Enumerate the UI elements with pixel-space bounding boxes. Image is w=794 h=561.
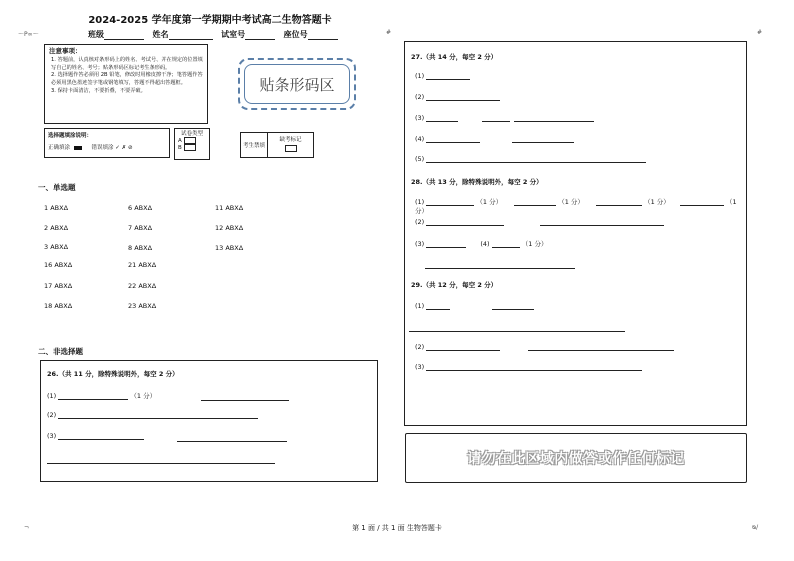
filled-mark-icon — [74, 146, 82, 150]
seat-label: 座位号 — [283, 30, 308, 39]
paper-type-a-label: A — [178, 138, 182, 144]
student-info-row — [88, 29, 344, 40]
mcq-item[interactable]: 2 ABXΔ — [44, 224, 69, 232]
q26-line-1: (1) （1 分） — [47, 392, 157, 400]
q27-line-2: (2) — [415, 93, 500, 101]
answer-line[interactable] — [177, 432, 287, 442]
q29-heading: 29.（共 12 分，每空 2 分） — [411, 281, 498, 289]
q27-heading: 27.（共 14 分，每空 2 分） — [411, 53, 498, 61]
corner-mark-bottom-left: ¬ — [24, 524, 30, 531]
q26-line-3: (3) — [47, 432, 144, 440]
paper-type-box — [174, 128, 210, 160]
room-label: 试室号 — [221, 30, 246, 39]
correct-fill-label: 正确填涂 — [48, 145, 71, 151]
answer-line[interactable] — [425, 260, 575, 269]
q27-line-5: (5) — [415, 155, 646, 163]
mcq-item[interactable]: 16 ABXΔ — [44, 261, 73, 269]
mcq-item[interactable]: 8 ABXΔ — [128, 244, 153, 252]
answer-line[interactable] — [409, 323, 625, 332]
page-footer: 第 1 面 / 共 1 面 生物答题卡 — [352, 524, 442, 532]
q27-line-4: (4) — [415, 135, 574, 143]
absent-bubble[interactable] — [285, 145, 297, 152]
mcq-item[interactable]: 11 ABXΔ — [215, 204, 244, 212]
notice-heading: 注意事项： — [49, 47, 82, 55]
mcq-item[interactable]: 17 ABXΔ — [44, 282, 73, 290]
q27-line-1: (1) — [415, 72, 470, 80]
paper-type-a-bubble[interactable] — [184, 137, 196, 144]
class-label: 班级 — [88, 30, 104, 39]
answer-box-q27-29[interactable] — [404, 41, 747, 426]
paper-type-heading: 试卷类型 — [180, 131, 203, 137]
barcode-area — [238, 58, 356, 110]
mcq-item[interactable]: 22 ABXΔ — [128, 282, 157, 290]
absent-col1: 考生禁填 — [241, 133, 268, 157]
q26-heading: 26.（共 11 分，除特殊说明外，每空 2 分） — [47, 370, 179, 378]
wrong-fill-label: 错误填涂 — [91, 145, 114, 151]
mcq-item[interactable]: 3 ABXΔ — [44, 243, 69, 249]
absent-box — [240, 132, 314, 158]
q29-line-3: (3) — [415, 363, 642, 371]
paper-type-b-label: B — [178, 145, 182, 151]
q28-line-2: (2) — [415, 218, 664, 226]
barcode-label: 贴条形码区 — [244, 64, 350, 104]
section-2-heading: 二、非选择题 — [38, 347, 83, 356]
mcq-item[interactable]: 12 ABXΔ — [215, 224, 244, 232]
class-field[interactable] — [104, 31, 144, 40]
corner-mark-top-mid: # — [386, 29, 392, 36]
answer-line[interactable] — [201, 391, 289, 401]
section-1-heading: 一、单选题 — [38, 183, 76, 192]
no-answer-warning: 请勿在此区域内做答或作任何标记 — [467, 451, 685, 467]
q28-line-3: (3) (4) （1 分） — [415, 240, 548, 248]
q29-line-1: (1) — [415, 302, 534, 310]
notice-item: 3. 保持卡面清洁，不要折叠，不要弄破。 — [51, 87, 146, 94]
seat-field[interactable] — [308, 31, 338, 40]
q28-heading: 28.（共 13 分，除特殊说明外，每空 2 分） — [411, 178, 543, 186]
name-label: 姓名 — [152, 30, 169, 39]
room-field[interactable] — [245, 31, 275, 40]
answer-box-q26[interactable] — [40, 360, 378, 482]
mcq-item[interactable]: 6 ABXΔ — [128, 204, 153, 212]
notice-item: 2. 选择题作答必须用 2B 铅笔，修改时用橡皮擦干净；笔答题作答必须用黑色墨迹签字笔或钢笔填写，答题不得超出答题框。 — [51, 72, 203, 87]
mcq-item[interactable]: 23 ABXΔ — [128, 302, 157, 310]
mcq-item[interactable]: 21 ABXΔ — [128, 261, 157, 269]
mcq-item[interactable]: 1 ABXΔ — [44, 204, 69, 212]
notice-box — [44, 44, 208, 124]
q29-line-2: (2) — [415, 343, 674, 351]
q27-line-3: (3) — [415, 114, 594, 122]
sheet-title: 2024-2025 学年度第一学期期中考试高二生物答题卡 — [88, 15, 332, 26]
wrong-marks: ✓ ✗ ⊘ — [115, 145, 133, 151]
mcq-item[interactable]: 18 ABXΔ — [44, 302, 73, 310]
q26-line-2: (2) — [47, 411, 258, 419]
absent-col2: 缺考标记 — [279, 137, 302, 143]
corner-mark-top-right: # — [757, 29, 763, 36]
fill-heading: 选择题填涂说明： — [48, 133, 93, 139]
fill-instructions — [44, 128, 170, 158]
notice-item: 1. 答题前，认真核对条形码上的姓名、考试号、并在规定的位置填写自己的姓名、考号；贴条形码区标记考生条形码。 — [51, 57, 203, 71]
mcq-item[interactable]: 7 ABXΔ — [128, 224, 153, 232]
mcq-item[interactable]: 13 ABXΔ — [215, 244, 244, 252]
corner-mark-top-left: ～P∞～ — [18, 31, 39, 38]
name-field[interactable] — [169, 31, 213, 40]
answer-line[interactable] — [47, 454, 275, 464]
corner-mark-bottom-right: ᴓ/ — [752, 524, 759, 531]
no-answer-zone — [405, 433, 747, 483]
paper-type-b-bubble[interactable] — [184, 144, 196, 151]
q28-line-1: (1) （1 分） （1 分） （1 分） （1 分） — [415, 198, 737, 215]
